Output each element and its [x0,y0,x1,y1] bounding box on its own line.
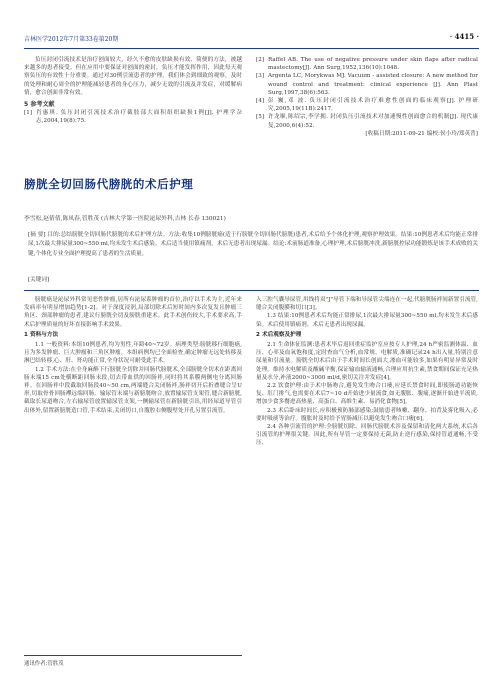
reference-text: Argenta LC, Morykwas MJ. Vacuum - assisted closure: A new method for wound control and treatment: clinical experience [J]. Ann Plast Surg,1997,38(6):563. [268,73,478,96]
section-heading: 1 资料与方法 [24,331,59,338]
body-paragraph: 1.2 手术方法:在全身麻醉下行膀胱全切除并回肠代膀胱术,全部膀胱全切术在距离回肠末端15 cm处横断距回肠末段,切去带血供的回肠袢,同时将其系膜两侧电分离回肠袢。在回肠袢中段截取回肠段40~50 cm,两端缝合关闭肠袢,肠袢切开后折叠缝合呈U形,切取骨骨回肠襻远端回肠。输尿管末端与新膀胱吻合,放置输尿管支架管,缝合新膀胱,截取长尿道吻合,左右输尿管放置输尿管支架,一侧输尿管在新膀胱引出,用经尿道导管引出体外,留置新膀胱造口管,手术结束,关闭切口,自腹腔右侧腹壁处开孔另置引流管。 [24,366,242,414]
section-heading: 2 术后观察及护理 [256,331,302,338]
reference-item [256,113,478,129]
prev-article-conclusion: 负压封闭引流技术是治疗创面较大，经久不愈的皮肤缺损有效、简便的方法，被越来越多的患者接受。但在应用中要保证对创面的密封，负压才能发挥作用，因此每天观察负压的有效性十分重要。通过对30例引流患者的护理，我们体会到细致的观察，及时的处理和耐心周全的护理能减轻患者的身心压力，减少无效的引流及并发症，对缓解病情，愈合创面非常有效。 [24,57,242,96]
prev-article-right-column [256,56,478,138]
body-paragraph: 2.2 饮食护理:由于术中肠吻合,避免发生吻合口瘘,应延长禁食时间,即使肠道功能恢复、肛门排气,也需要在术后7~10 d开始进少量流食,如无腹胀、腹痛,逐渐开始进半流质,增加少食多餐进高热量、高蛋白、高维生素、易消化食物[5]。 [256,383,478,406]
keywords: [关键词] [28,277,50,283]
reference-number: [2] [256,57,265,63]
reference-item [256,97,478,113]
intro-paragraph: 膀胱癌是泌尿外科常见恶性肿瘤,居所有泌尿系肿瘤的首位,治疗以手术为主,近年来发病率有明显增加趋势[1-2]。对于深度浸润,局部切除术后短时间内多次复发且肿瘤三角区、颈部肿瘤的患者,建议行膀胱全切及膀胱重建术。此手术创伤较大,手术要求高,手术后护理质量的好坏直接影响手术效果。 [24,297,242,328]
body-right-column [256,296,478,448]
journal-info: 吉林医学2012年7月第33卷第20期 [24,36,119,43]
reference-text: 彭 巍,邓 波. 负压封闭引流技术治疗难愈性创面的临床观察[J]. 护理研究,2005,19(11B):2417. [268,98,478,113]
prev-article-left-column [24,56,242,126]
body-paragraph: 2.3 术后卧床时间长,应积极预防肺部感染;鼓励患者咳嗽、翻身、拍背及雾化吸入,必要时吸痰等治疗。腹胀时及时给予胃肠减压以避免发生吻合口瘘[6]。 [256,407,478,422]
reference-number: [1] [24,110,33,117]
article-title: 膀胱全切回肠代膀胱的术后护理 [24,177,194,191]
reference-text: 肖惠琪. 负压封闭引流技术治疗截肢部大面积组织缺损1例[J]. 护理学杂志,2004,19(8):75. [36,110,242,125]
body-paragraph: 2.4 各种引流管的护理:全膀胱切除、回肠代膀胱术涉及保留和清化两大系统,术后各引流管的护理很关键。因此,所有导管一定要保持无菌,防止逆行感染,保持管道通畅,不受压、 [256,424,478,447]
body-left-column [24,296,242,415]
body-paragraph: 入三腔气囊导尿管,用线将双"J"导管下端和导尿管尖端连在一起,代膀胱肠袢间新置引流管,缝合关闭腹膜和切口[3]。 [256,297,478,312]
references-heading: 5 参考文献 [24,101,55,109]
running-header [24,34,479,49]
corresponding-author-footnote: 通讯作者:管胜茂 [24,655,242,667]
received-date: [收稿日期:2011-09-21 编校:侯小玲/郑英普] [365,130,478,137]
section-divider [24,290,479,291]
abstract [28,231,478,259]
body-paragraph: 1.3 结果:10例患者术后均能正常排尿,1次最大排尿量300~550 ml,均未发生术后感染。术后使用镇痛剂。术后无患者出现尿漏。 [256,313,478,328]
page-number: · 4415 · [449,32,479,41]
reference-number: [4] [256,98,265,105]
body-paragraph: 1.1 一般资料:本组10例患者,均为男性,年龄40~72岁。病理类型:膀胱移行细胞癌,且为多发肿瘤、巨大肿瘤和三角区肿瘤。本组病例均已全面检查,确定肿瘤无远处转移及淋巴结转移,心、肝、肾功能正常,全身状况可耐受此手术。 [24,342,242,365]
article-authors: 李雪松,赵倩倩,陈凤春,管胜茂 (吉林大学第一医院泌尿外科,吉林 长春 130021) [24,216,226,222]
reference-item [256,72,478,97]
abstract-text: [摘 要] 目的:总结膀胱全切回肠代膀胱的术后护理方法。方法:收集10例膀胱癌(适于行膀胱全切回肠代膀胱)患者,术后给予个体化护理,观察护理效果。结果:10例患者术后均能正常排尿,1次最大排尿量300~550 ml,均未发生术后感染。术后适当使用镇痛剂。术后无患者出现尿漏。结论:术前肠道准备,心理护理,术后膀胱冲洗,新膀胱控尿功能锻炼是该手术成败的关键,个体化专业全面护理提高了患者的生活质量。 [28,232,478,257]
body-paragraph: 2.1 生命体征监测:患者术毕后返回重症监护室应按专人护理,24 h严密监测体温、血压、心率及血氧饱和度,定时查血气分析,血常规、电解质,准确记录24 h出入量,特别注意尿量和引流量。膀胱全切术后由于手术时间长创面大,渗血可能较多,如果有明显异常及时处理。维持水电解质及酸碱平衡,保证输血输液通畅,合理应用抗生素,禁食期间保证充足热量及水分,补液2000~3000 ml/d,密切关注并发症[4]。 [256,342,478,381]
reference-item [24,109,242,125]
reference-number: [5] [256,114,265,121]
reference-text: 许龙顺,陈绍宗,李学拥. 封闭负压引流技术对加速慢性创面愈合的机制[J]. 现代康复,2000,6(4):52. [268,114,478,129]
reference-number: [3] [256,73,265,80]
reference-item [256,56,478,72]
reference-text: Raffel AB. The use of negative pressure under skin flaps after radical mastectomy[J]. Ann Surg,1952,136(10):1048. [268,57,478,72]
